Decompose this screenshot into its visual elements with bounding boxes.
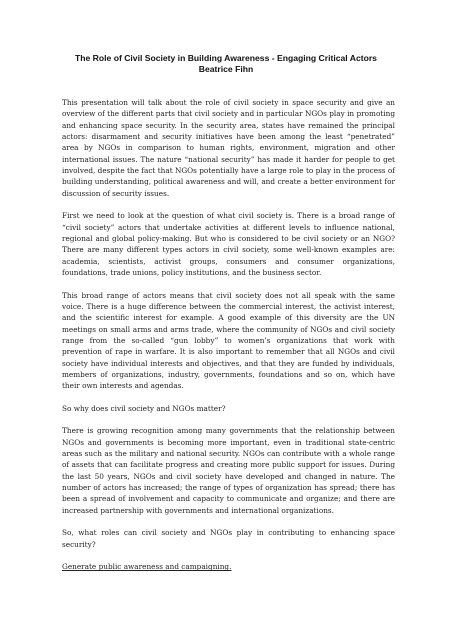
document-body <box>62 97 395 573</box>
author-name: Beatrice Fihn <box>198 64 254 74</box>
paragraph-diversity: This broad range of actors means that civil society does not all speak with the same voice. There is a huge difference between the commercial interest, the activist interest, and the scientific interest for example. A good example of this diversity are the UN meetings on small arms and arms trade, where the community of NGOs and civil society range from the so-called “gun lobby” to women’s organizations that work with prevention of rape in warfare. It is also important to remember that all NGOs and civil society have individual interests and objectives, and that they are funded by individuals, members of organizations, industry, governments, foundations and so on, which have their own interests and agendas. <box>62 290 395 391</box>
section-heading: Generate public awareness and campaigning. <box>62 562 232 572</box>
paragraph-roles-question: So, what roles can civil society and NGOs play in contributing to enhancing space security? <box>62 528 395 549</box>
paragraph-intro: This presentation will talk about the role of civil society in space security and give an overview of the different parts that civil society and in particular NGOs play in promoting and enhancing space security. In the security area, states have remained the principal actors: disarmament and security initiatives have been among the least “penetrated” area by NGOs in comparison to human rights, environment, migration and other international issues. The nature “national security” has made it harder for people to get involved, despite the fact that NGOs potentially have a large role to play in the process of building understanding, political awareness and will, and create a better environment for discussion of security issues. <box>62 98 395 198</box>
document-title <box>60 53 392 75</box>
section-heading-wrapper <box>62 561 395 572</box>
title-line: The Role of Civil Society in Building Awareness - Engaging Critical Actors <box>75 53 377 63</box>
paragraph-why-matter: So why does civil society and NGOs matter? <box>62 403 226 413</box>
paragraph-what-is-civil-society: First we need to look at the question of what civil society is. There is a broad range of “civil society” actors that undertake activities at different levels to influence national, regional and global policy-making. But who is considered to be civil society or an NGO? There are many different types actors in civil society, some well-known examples are: academia, scientists, activist groups, consumers and consumer organizations, foundations, trade unions, policy institutions, and the business sector. <box>62 211 395 277</box>
paragraph-recognition: There is growing recognition among many governments that the relationship between NGOs and governments is becoming more important, even in traditional state-centric areas such as the military and national security. NGOs can contribute with a whole range of assets that can facilitate progress and creating more public support for issues. During the last 50 years, NGOs and civil society have developed and changed in nature. The number of actors has increased; the range of types of organization has spread; there has been a spread of involvement and capacity to communicate and organize; and there are increased partnership with governments and international organizations. <box>62 426 395 515</box>
